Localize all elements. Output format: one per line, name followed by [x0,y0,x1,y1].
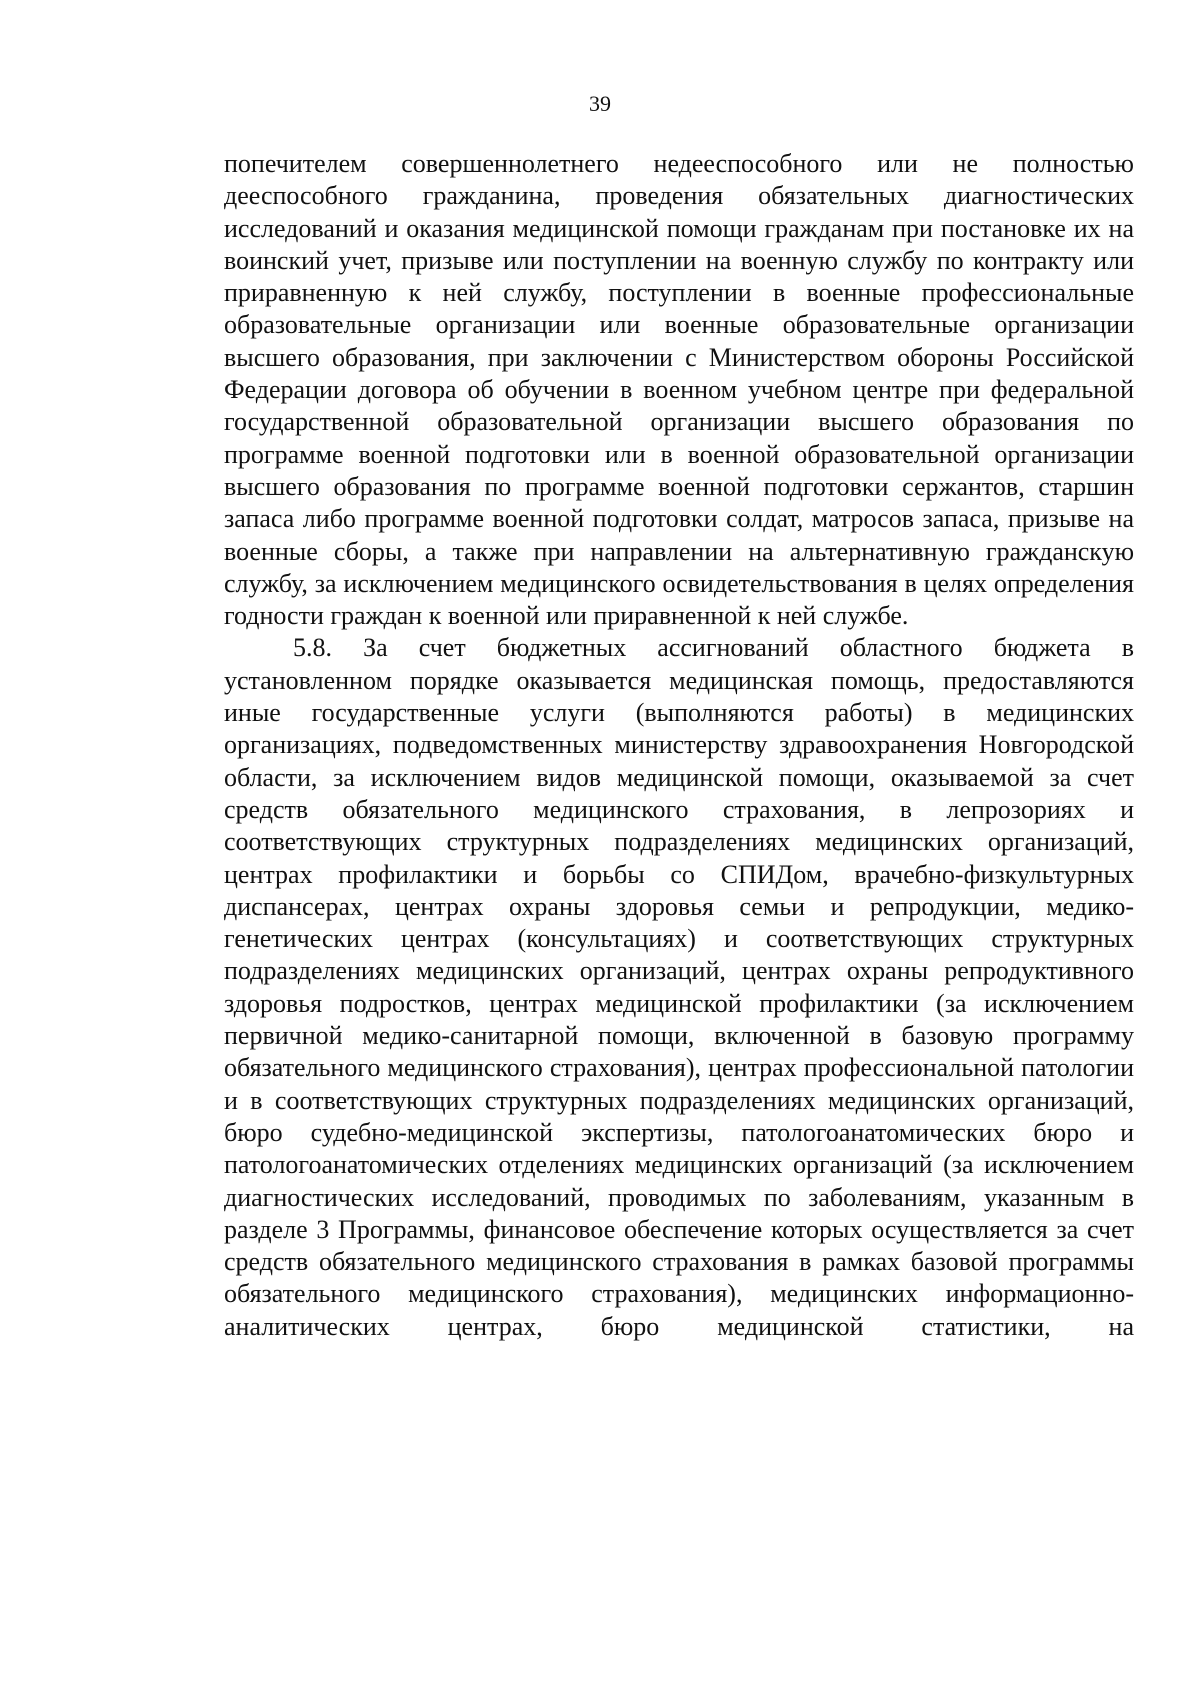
paragraph-continuation: попечителем совершеннолетнего недееспособного или не полностью дееспособного гражданина, проведения обязательных диагностических исследований и оказания медицинской помощи гражданам при постановке их на воинский учет, призыве или поступлении на военную службу по контракту или приравненную к ней службу, поступлении в военные профессиональные образовательные организации или военные образовательные организации высшего образования, при заключении с Министерством обороны Российской Федерации договора об обучении в военном учебном центре при федеральной государственной образовательной организации высшего образования по программе военной подготовки или в военной образовательной организации высшего образования по программе военной подготовки сержантов, старшин запаса либо программе военной подготовки солдат, матросов запаса, призыве на военные сборы, а также при направлении на альтернативную гражданскую службу, за исключением медицинского освидетельствования в целях определения годности граждан к военной или приравненной к ней службе. [224,149,1134,631]
page-number: 39 [589,91,611,116]
document-body [224,148,1134,1343]
paragraph-5-8: 5.8. За счет бюджетных ассигнований областного бюджета в установленном порядке оказывается медицинская помощь, предоставляются иные государственные услуги (выполняются работы) в медицинских организациях, подведомственных министерству здравоохранения Новгородской области, за исключением видов медицинской помощи, оказываемой за счет средств обязательного медицинского страхования, в лепрозориях и соответствующих структурных подразделениях медицинских организаций, центрах профилактики и борьбы со СПИДом, врачебно-физкультурных диспансерах, центрах охраны здоровья семьи и репродукции, медико-генетических центрах (консультациях) и соответствующих структурных подразделениях медицинских организаций, центрах охраны репродуктивного здоровья подростков, центрах медицинской профилактики (за исключением первичной медико-санитарной помощи, включенной в базовую программу обязательного медицинского страхования), центрах профессиональной патологии и в соответствующих структурных подразделениях медицинских организаций, бюро судебно-медицинской экспертизы, патологоанатомических бюро и патологоанатомических отделениях медицинских организаций (за исключением диагностических исследований, проводимых по заболеваниям, указанным в разделе 3 Программы, финансовое обеспечение которых осуществляется за счет средств обязательного медицинского страхования в рамках базовой программы обязательного медицинского страхования), медицинских информационно-аналитических центрах, бюро медицинской статистики, на [224,633,1134,1341]
